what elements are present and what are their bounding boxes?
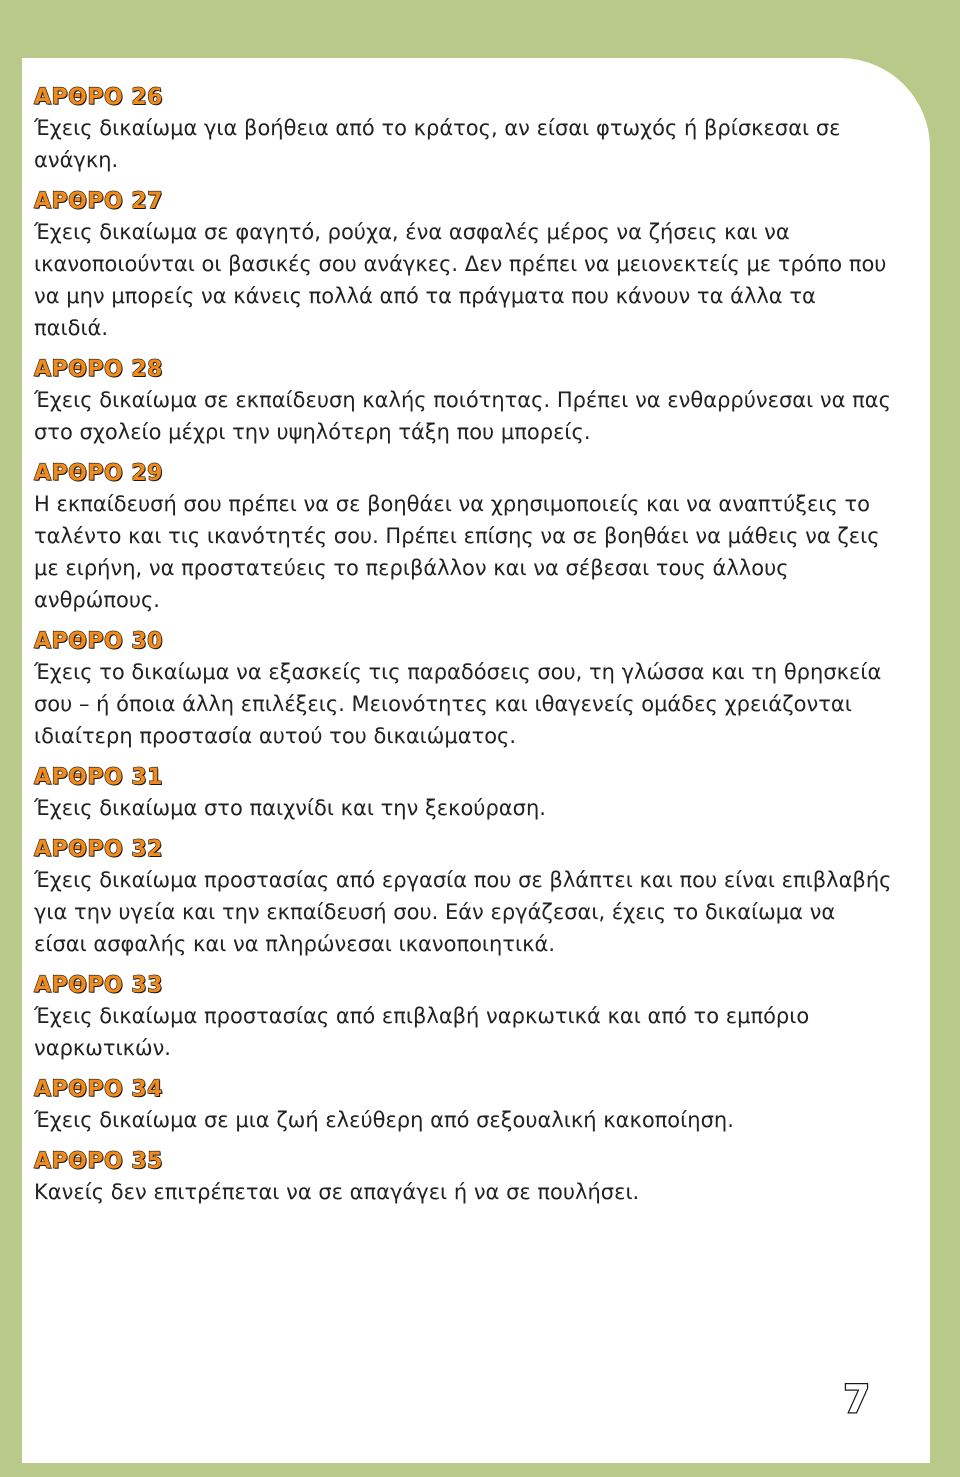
article-text: Κανείς δεν επιτρέπεται να σε απαγάγει ή να σε πουλήσει. [34, 1180, 640, 1204]
article-text: Έχεις δικαίωμα προστασίας από επιβλαβή ναρκωτικά και από το εμπόριο ναρκωτικών. [34, 1004, 810, 1060]
article-heading: ΑΡΘΡΟ 27 [34, 189, 163, 214]
article-text: Έχεις δικαίωμα προστασίας από εργασία που σε βλάπτει και που είναι επιβλαβής για την υγεία και την εκπαίδευσή σου. Εάν εργάζεσαι, έχεις το δικαίωμα να είσαι ασφαλής και να πληρώνεσαι ικανοποιητικά. [34, 868, 892, 956]
article-heading: ΑΡΘΡΟ 35 [34, 1149, 163, 1174]
article-text: Έχεις το δικαίωμα να εξασκείς τις παραδόσεις σου, τη γλώσσα και τη θρησκεία σου – ή όποια άλλη επιλέξεις. Μειονότητες και ιθαγενείς ομάδες χρειάζονται ιδιαίτερη προστασία αυτού του δικαιώματος. [34, 660, 882, 748]
article-29 [34, 460, 914, 616]
article-text: Έχεις δικαίωμα σε εκπαίδευση καλής ποιότητας. Πρέπει να ενθαρρύνεσαι να πας στο σχολείο μέχρι την υψηλότερη τάξη που μπορείς. [34, 388, 891, 444]
article-heading: ΑΡΘΡΟ 29 [34, 461, 163, 486]
article-heading: ΑΡΘΡΟ 32 [34, 837, 163, 862]
article-heading: ΑΡΘΡΟ 26 [34, 85, 163, 110]
article-text: Έχεις δικαίωμα σε μια ζωή ελεύθερη από σεξουαλική κακοποίηση. [34, 1108, 734, 1132]
article-text: Η εκπαίδευσή σου πρέπει να σε βοηθάει να χρησιμοποιείς και να αναπτύξεις το ταλέντο και τις ικανότητές σου. Πρέπει επίσης να σε βοηθάει να μάθεις να ζεις με ειρήνη, να προστατεύεις το περιβάλλον και να σέβεσαι τους άλλους ανθρώπους. [34, 492, 880, 612]
article-heading: ΑΡΘΡΟ 31 [34, 765, 163, 790]
article-text: Έχεις δικαίωμα σε φαγητό, ρούχα, ένα ασφαλές μέρος να ζήσεις και να ικανοποιούνται οι βασικές σου ανάγκες. Δεν πρέπει να μειονεκτείς με τρόπο που να μην μπορείς να κάνεις πολλά από τα πράγματα που κάνουν τα άλλα τα παιδιά. [34, 220, 887, 340]
article-32 [34, 836, 914, 960]
article-34 [34, 1076, 914, 1136]
article-text: Έχεις δικαίωμα για βοήθεια από το κράτος, αν είσαι φτωχός ή βρίσκεσαι σε ανάγκη. [34, 116, 841, 172]
article-30 [34, 628, 914, 752]
article-31 [34, 764, 914, 824]
article-27 [34, 188, 914, 344]
article-heading: ΑΡΘΡΟ 30 [34, 629, 163, 654]
article-33 [34, 972, 914, 1064]
page-sheet [22, 58, 930, 1463]
article-heading: ΑΡΘΡΟ 28 [34, 357, 163, 382]
articles-list [34, 84, 914, 1220]
article-heading: ΑΡΘΡΟ 33 [34, 973, 163, 998]
article-heading: ΑΡΘΡΟ 34 [34, 1077, 163, 1102]
article-26 [34, 84, 914, 176]
article-text: Έχεις δικαίωμα στο παιχνίδι και την ξεκούραση. [34, 796, 546, 820]
page-number: 7 [843, 1377, 870, 1421]
article-35 [34, 1148, 914, 1208]
article-28 [34, 356, 914, 448]
